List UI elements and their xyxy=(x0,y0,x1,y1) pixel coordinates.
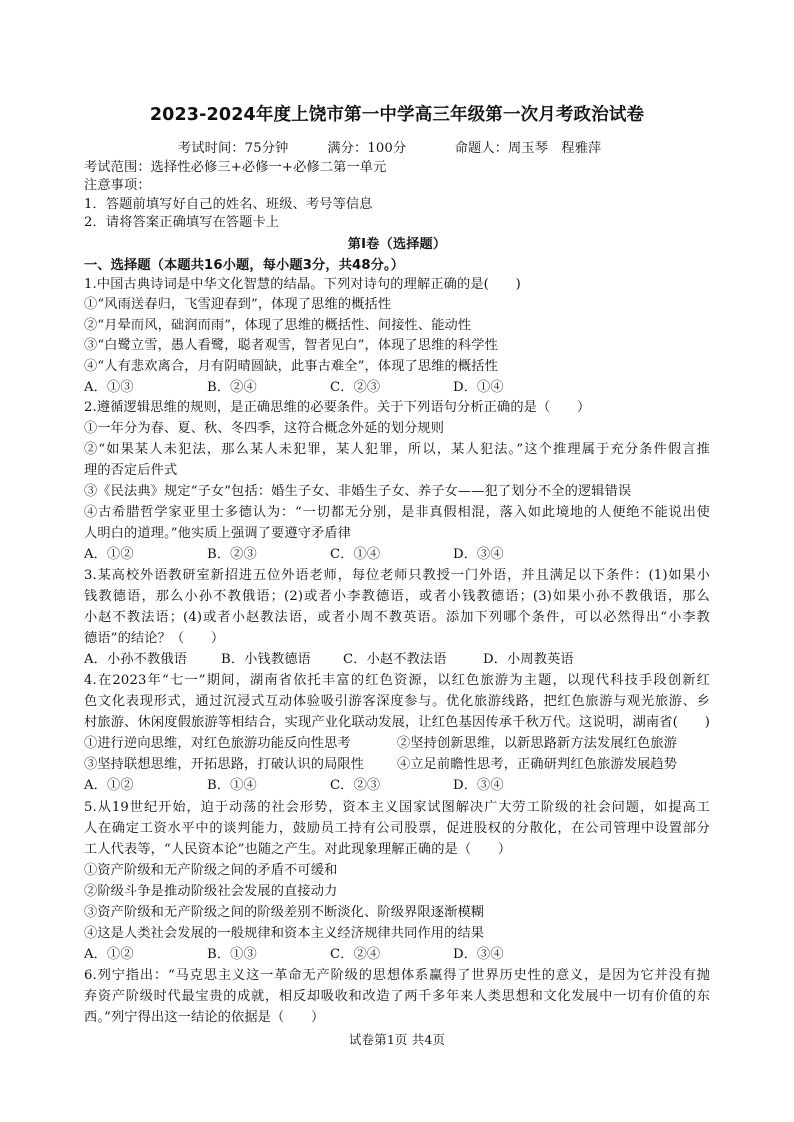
exam-scope: 考试范围：选择性必修三+必修一+必修二第一单元 xyxy=(84,160,387,175)
question-items-row xyxy=(84,755,677,774)
question-item: 人明白的道理。”他实质上强调了要遵守矛盾律 xyxy=(84,526,352,541)
question-item: ③坚持联想思维，开拓思路，打破认识的局限性 xyxy=(84,757,365,772)
question-stem: 1.中国古典诗词是中华文化智慧的结晶。下列对诗句的理解正确的是( ) xyxy=(84,277,521,292)
answer-options xyxy=(84,776,576,795)
question-item: ②阶级斗争是推动阶级社会发展的直接动力 xyxy=(84,884,338,899)
question-item: ①资产阶级和无产阶级之间的矛盾不可缓和 xyxy=(84,863,338,878)
notice-item: 1．答题前填写好自己的姓名、班级、考号等信息 xyxy=(84,197,373,212)
option-d: D．③④ xyxy=(453,547,504,562)
exam-meta xyxy=(178,139,601,158)
exam-score: 满分：100分 xyxy=(327,141,407,156)
question-stem: 工人代表等，“人民资本论”也随之产生。对此现象理解正确的是（ ） xyxy=(84,842,512,857)
option-c: C．②④ xyxy=(330,947,381,962)
page-title: 2023-2024年度上饶市第一中学高三年级第一次月考政治试卷 xyxy=(149,105,645,125)
question-stem: 色文化表现形式，通过沉浸式互动体验吸引游客深度参与。优化旅游线路，把红色旅游与观光旅游、乡 xyxy=(84,694,710,709)
question-stem: 村旅游、休闲度假旅游等相结合，实现产业化联动发展，让红色基因传承千秋万代。这说明，湖南省( ) xyxy=(84,715,710,730)
notice-title: 注意事项： xyxy=(84,178,151,193)
question-item: ③《民法典》规定“子女”包括：婚生子女、非婚生子女、养子女——犯了划分不全的逻辑错误 xyxy=(84,484,632,499)
question-item: ②坚持创新思维，以新思路新方法发展红色旅游 xyxy=(397,736,678,751)
question-item: ①“风雨送春归，飞雪迎春到”，体现了思维的概括性 xyxy=(84,297,392,312)
question-stem: 3.某高校外语教研室新招进五位外语老师，每位老师只教授一门外语，并且满足以下条件：(1)如果小 xyxy=(84,568,710,583)
volume-title: 第Ⅰ卷（选择题） xyxy=(347,237,447,252)
question-stem: 弃资产阶级时代最宝贵的成就，相反却吸收和改造了两千多年来人类思想和文化发展中一切有价值的东 xyxy=(84,989,710,1004)
option-d: D．小周教英语 xyxy=(483,652,574,667)
option-d: D．③④ xyxy=(453,947,504,962)
question-stem: 2.遵循逻辑思维的规则，是正确思维的必要条件。关于下列语句分析正确的是（ ） xyxy=(84,400,591,415)
option-b: B．②③ xyxy=(207,547,257,562)
question-stem: 西。”列宁得出这一结论的依据是（ ） xyxy=(84,1010,325,1025)
question-item: ②“如果某人未犯法，那么某人未犯罪，某人犯罪，所以，某人犯法。”这个推理属于充分条件假言推 xyxy=(84,442,710,457)
question-item: ②“月晕而风，础润而雨”，体现了思维的概括性、间接性、能动性 xyxy=(84,318,472,333)
question-item: 理的否定后件式 xyxy=(84,463,178,478)
question-item: ④立足前瞻性思考，正确研判红色旅游发展趋势 xyxy=(397,757,678,772)
answer-options xyxy=(84,545,576,564)
option-a: A．①③ xyxy=(84,380,134,395)
option-c: C．小赵不教法语 xyxy=(343,652,447,667)
question-stem: 小赵不教法语；(4)或者小赵教法语，或者小周不教英语。添加下列哪个条件，可以必然得出“小李教 xyxy=(84,610,710,625)
question-item: ①进行逆向思维，对红色旅游功能反向性思考 xyxy=(84,736,351,751)
exam-setter: 命题人：周玉琴 程雅萍 xyxy=(454,141,602,156)
option-b: B．①③ xyxy=(207,947,257,962)
question-stem: 6.列宁指出：“马克思主义这一革命无产阶级的思想体系赢得了世界历史性的意义，是因为它并没有抛 xyxy=(84,968,710,983)
option-b: B．②④ xyxy=(207,380,257,395)
section-title: 一、选择题（本题共16小题，每小题3分，共48分。） xyxy=(84,258,405,273)
notice-item: 2．请将答案正确填写在答题卡上 xyxy=(84,215,280,230)
question-item: ①一年分为春、夏、秋、冬四季，这符合概念外延的划分规则 xyxy=(84,421,445,436)
question-stem: 5.从19世纪开始，迫于动荡的社会形势，资本主义国家试图解决广大劳工阶级的社会问题，如提高工 xyxy=(84,800,710,815)
exam-time: 考试时间：75分钟 xyxy=(178,141,289,156)
page-footer: 试卷第1页 共4页 xyxy=(348,1032,446,1047)
option-d: D．③④ xyxy=(453,778,504,793)
option-b: B．①④ xyxy=(207,778,257,793)
question-item: ③资产阶级和无产阶级之间的阶级差别不断淡化、阶级界限逐渐模糊 xyxy=(84,905,485,920)
answer-options xyxy=(84,378,576,397)
option-a: A．①② xyxy=(84,547,134,562)
option-d: D．①④ xyxy=(453,380,504,395)
question-item: ④这是人类社会发展的一般规律和资本主义经济规律共同作用的结果 xyxy=(84,926,485,941)
option-c: C．②③ xyxy=(330,380,381,395)
option-a: A．①② xyxy=(84,778,134,793)
option-a: A．①② xyxy=(84,947,134,962)
option-b: B．小钱教德语 xyxy=(221,652,311,667)
question-stem: 人在确定工资水平中的谈判能力，鼓励员工持有公司股票，促进股权的分散化，在公司管理中设置部分 xyxy=(84,821,710,836)
question-item: ④“人有悲欢离合，月有阴晴圆缺，此事古难全”，体现了思维的概括性 xyxy=(84,359,498,374)
question-stem: 德语”的结论？（ ） xyxy=(84,631,225,646)
answer-options xyxy=(84,945,576,964)
option-c: C．②③ xyxy=(330,778,381,793)
question-items-row xyxy=(84,734,677,753)
option-c: C．①④ xyxy=(330,547,381,562)
question-stem: 钱教德语，那么小孙不教俄语；(2)或者小李教德语，或者小钱教德语；(3)如果小孙不教俄语，那么 xyxy=(84,589,710,604)
answer-options xyxy=(84,650,606,669)
question-item: ④古希腊哲学家亚里士多德认为：“一切都无分别，是非真假相混，落入如此境地的人便绝不能说出使 xyxy=(84,505,710,520)
question-stem: 4.在2023年“七一”期间，湖南省依托丰富的红色资源，以红色旅游为主题，以现代科技手段创新红 xyxy=(84,673,710,688)
question-item: ③“白鹭立雪，愚人看鹭，聪者观雪，智者见白”，体现了思维的科学性 xyxy=(84,338,498,353)
option-a: A．小孙不教俄语 xyxy=(84,652,188,667)
